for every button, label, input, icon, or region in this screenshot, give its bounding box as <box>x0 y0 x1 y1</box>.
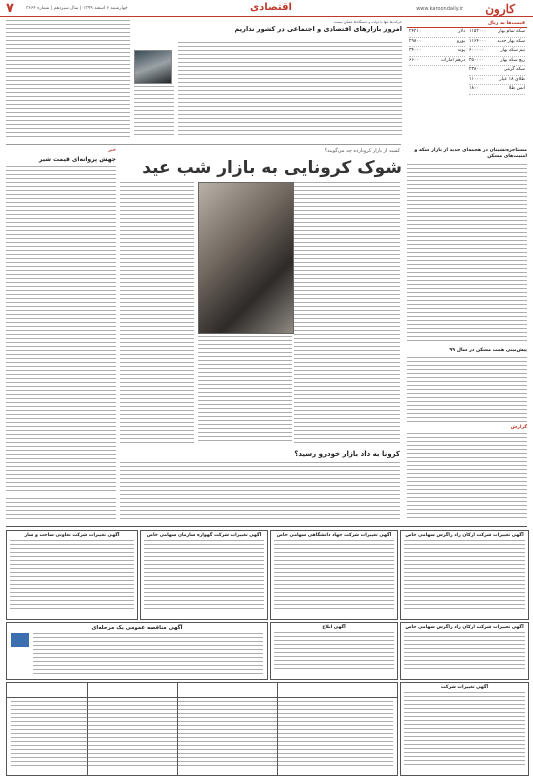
story-kicker: حرکت‌ها تنها با دولت و دستگاه‌ها ممکن نیست <box>333 20 402 24</box>
tender-ad <box>6 622 268 680</box>
main-photo <box>198 182 294 334</box>
portrait-photo <box>134 50 172 84</box>
website-url[interactable]: www.karoondaily.ir <box>416 6 463 12</box>
side-story-tail <box>6 498 116 520</box>
ad-body <box>274 540 394 610</box>
divider <box>6 144 401 145</box>
right-story-1 <box>407 148 527 161</box>
ad-box <box>270 622 398 680</box>
ad-title: آگهی تغییرات شرکت گهواره سازمان سهامی خاص <box>146 533 262 538</box>
list-item: درهم امارات ۶۶۰۰ <box>409 57 465 67</box>
ad-title: آگهی تغییرات شرکت ارکان راد زاگرس سهامی خاص <box>405 625 524 630</box>
list-item: نیم سکه بهار ۶۰۰۰۰۰ <box>469 47 525 57</box>
section-title: اقتصادی <box>250 2 292 13</box>
list-item: سکه گرمی ۲۳۸۰۰۰ <box>469 66 525 76</box>
ad-title: آگهی تغییرات شرکت <box>440 685 489 690</box>
list-item: سکه تمام بهار ۱۱۵۲۰۰۰ <box>469 28 525 38</box>
story-headline: امروز بازارهای اقتصادی و اجتماعی در کشور نداریم <box>234 25 402 33</box>
ad-body <box>11 701 393 769</box>
side-label: خبر <box>108 148 116 153</box>
main-headline: شوک کرونایی به بازار شب عید <box>142 158 402 178</box>
list-item: دلار ۲۴۲۱۰ <box>409 28 465 38</box>
ad-body <box>144 540 264 610</box>
dateline: چهارشنبه ۶ اسفند ۱۳۹۹ | سال سیزدهم | شماره ۳۶۶۴ <box>26 6 128 11</box>
ad-body <box>33 633 263 675</box>
newspaper-logo: کارون <box>485 2 515 16</box>
right-story-1-body <box>407 164 527 344</box>
ad-body <box>404 692 525 768</box>
price-ticker <box>407 20 527 138</box>
currency-list <box>407 28 467 95</box>
list-item: پوند ۳۴۰۰۰ <box>409 47 465 57</box>
divider <box>6 526 527 527</box>
list-item: سکه بهار جدید ۱۱۶۴۰۰۰ <box>469 38 525 48</box>
ticker-title: قیمت‌ها به ریال <box>407 20 527 28</box>
ad-box <box>400 682 529 776</box>
ad-box <box>140 530 268 620</box>
org-logo-icon <box>11 633 29 647</box>
section-label: گزارش <box>510 425 527 430</box>
list-item: ربع سکه بهار ۳۵۰۰۰۰ <box>469 57 525 67</box>
bottom-headline: کرونا به داد بازار خودرو رسید؟ <box>294 450 400 458</box>
top-story-body <box>178 42 402 138</box>
left-top-body-2 <box>134 86 174 138</box>
ad-title: آگهی ابلاغ <box>322 625 346 630</box>
ad-box <box>6 530 138 620</box>
side-story-body <box>6 166 116 494</box>
list-item: یورو ۲۹۸۰۰ <box>409 38 465 48</box>
table-header <box>7 683 397 698</box>
ad-body <box>404 540 525 610</box>
list-item: انس طلا ۱۸۰۰ <box>469 85 525 95</box>
right-story-2-body <box>407 357 527 423</box>
story-headline: مستاجره‌نشینان در هجمه‌ای جدید از بازار سکه و امنیت‌های مسکن <box>414 148 527 160</box>
main-story-col-2 <box>198 336 292 444</box>
main-story-col-3 <box>120 182 194 444</box>
table-ad <box>6 682 398 776</box>
main-kicker: کسبه از بازار کرونازده چه می‌گویند؟ <box>324 148 400 154</box>
ad-box <box>400 622 529 680</box>
main-story-col-1 <box>294 182 400 444</box>
page-number: ۷ <box>6 1 14 16</box>
left-top-body <box>6 20 130 138</box>
ad-box <box>270 530 398 620</box>
ad-body <box>404 632 525 672</box>
ad-box <box>400 530 529 620</box>
bottom-story-body <box>120 462 400 520</box>
ad-title: آگهی تغییرات شرکت ارکان راد زاگرس سهامی خاص <box>405 533 524 538</box>
ad-title: آگهی تغییرات شرکت جهاد دانشگاهی سهامی خاص <box>276 533 392 538</box>
top-story <box>178 20 402 34</box>
side-headline: جهش پروانه‌ای قیمت شیر <box>38 156 116 163</box>
ad-body <box>274 632 394 672</box>
right-story-3-body <box>407 433 527 521</box>
ad-body <box>10 540 134 610</box>
coin-list <box>467 28 527 95</box>
ad-title: آگهی تغییرات شرکت تعاونی ساخت و ساز <box>24 533 120 538</box>
ad-title: آگهی مناقصه عمومی یک مرحله‌ای <box>91 625 183 631</box>
story-headline-2: پیش‌بینی همت مسکن در سال ۹۹ <box>449 348 527 353</box>
list-item: طلای ۱۸ عیار ۱۱۰۰۰۰ <box>469 76 525 86</box>
